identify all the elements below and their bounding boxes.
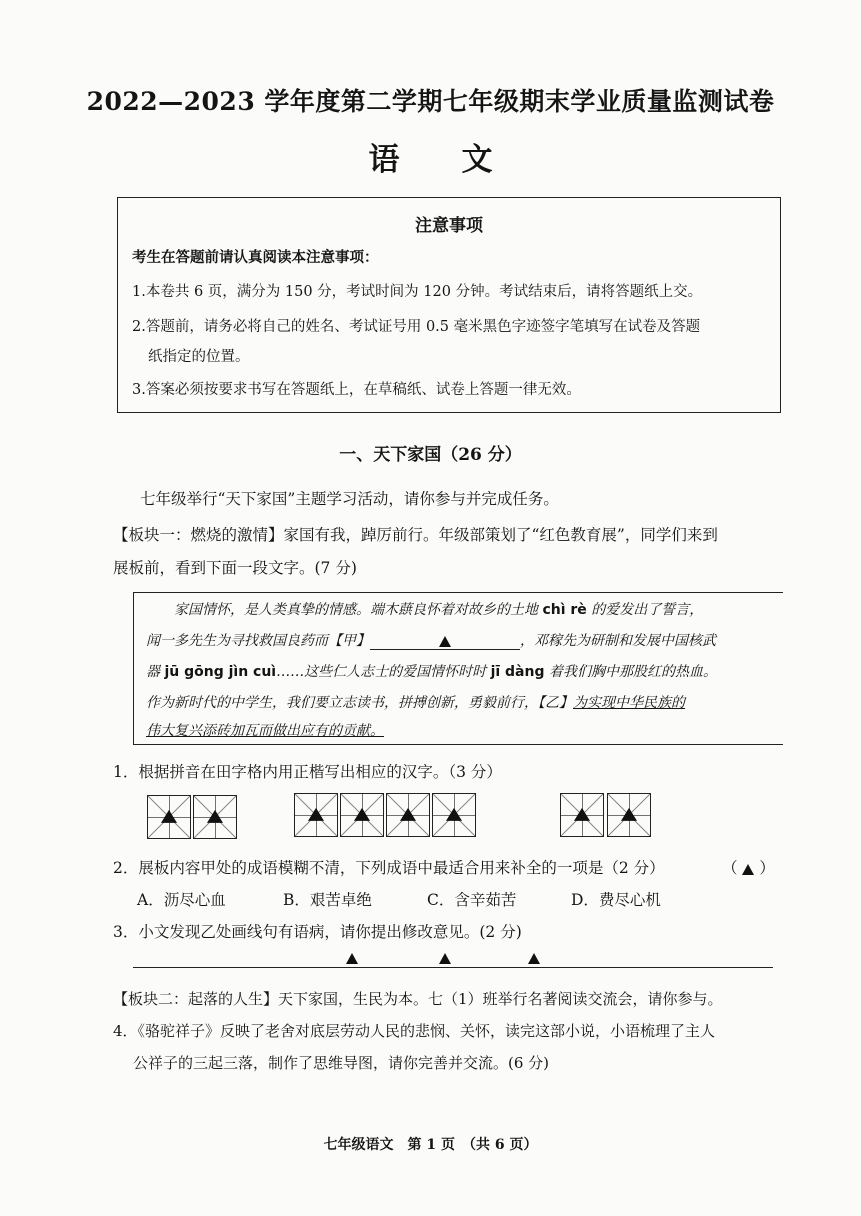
blank-jia	[370, 633, 520, 650]
option-d[interactable]: D．费尽心机	[571, 891, 661, 909]
writing-grid-box[interactable]	[432, 793, 476, 837]
passage-text: ，邓稼先为研制和发展中国核武	[520, 633, 716, 649]
question-4-line2: 公祥子的三起三落，制作了思维导图，请你完善并交流。(6 分)	[133, 1054, 550, 1072]
answer-marker-icon	[354, 808, 370, 821]
passage-line-5	[146, 720, 384, 740]
subject-title: 语 文	[368, 142, 493, 178]
answer-marker-icon	[439, 953, 451, 964]
question-2-stem: 2．展板内容甲处的成语模糊不清，下列成语中最适合用来补全的一项是（2 分）	[113, 859, 665, 877]
notice-item-1: 1.本卷共 6 页，满分为 150 分，考试时间为 120 分钟。考试结束后，请将答题纸上交。	[132, 284, 703, 300]
question-2	[113, 856, 665, 878]
passage-box	[133, 592, 783, 745]
section-heading: 一、天下家国（26 分）	[339, 445, 522, 465]
writing-grid-box[interactable]	[294, 793, 338, 837]
answer-marker-icon	[528, 953, 540, 964]
passage-text: 器	[146, 664, 165, 680]
answer-marker-icon	[400, 808, 416, 821]
notice-item-3: 3.答案必须按要求书写在答题纸上，在草稿纸、试卷上答题一律无效。	[132, 382, 581, 398]
answer-marker-icon	[346, 953, 358, 964]
page-footer: 七年级语文 第 1 页 （共 6 页）	[323, 1137, 538, 1153]
paren-open: （	[722, 859, 738, 877]
notice-heading: 注意事项	[415, 216, 483, 236]
writing-grid-box[interactable]	[340, 793, 384, 837]
writing-grid-box[interactable]	[386, 793, 430, 837]
underlined-sentence: 为实现中华民族的	[573, 695, 685, 711]
writing-grid-box[interactable]	[607, 793, 651, 837]
answer-marker-icon	[574, 808, 590, 821]
block2-line: 【板块二：起落的人生】天下家国，生民为本。七（1）班举行名著阅读交流会，请你参与。	[113, 990, 723, 1008]
passage-line-1	[174, 599, 703, 619]
option-c[interactable]: C．含辛茹苦	[427, 891, 517, 909]
passage-line-4	[146, 692, 685, 712]
paren-close: ）	[759, 859, 775, 877]
answer-marker-icon	[446, 808, 462, 821]
notice-box	[117, 197, 781, 413]
answer-marker-icon	[161, 810, 177, 823]
block1-line2: 展板前，看到下面一段文字。(7 分)	[113, 559, 357, 577]
underlined-sentence: 伟大复兴添砖加瓦而做出应有的贡献。	[146, 723, 384, 739]
notice-item-2-cont: 纸指定的位置。	[148, 349, 250, 365]
passage-text: 家国情怀，是人类真挚的情感。端木蕻良怀着对故乡的土地	[174, 602, 543, 618]
notice-item-2: 2.答题前，请务必将自己的姓名、考试证号用 0.5 毫米黑色字迹签字笔填写在试卷及答题	[132, 319, 701, 335]
writing-grid-box[interactable]	[147, 795, 191, 839]
writing-grid-box[interactable]	[193, 795, 237, 839]
answer-marker-icon	[207, 810, 223, 823]
answer-marker-icon	[439, 636, 451, 647]
answer-marker-icon	[621, 808, 637, 821]
passage-line-2	[146, 630, 716, 650]
q2-answer-paren[interactable]	[722, 856, 775, 878]
writing-grid-box[interactable]	[560, 793, 604, 837]
section-intro: 七年级举行“天下家国”主题学习活动，请你参与并完成任务。	[140, 490, 559, 508]
passage-text: 着我们胸中那股红的热血。	[544, 664, 717, 680]
passage-text: 闻一多先生为寻找救国良药而【甲】	[146, 633, 370, 649]
q3-answer-line[interactable]	[133, 967, 773, 968]
answer-marker-icon	[742, 864, 754, 875]
question-1: 1．根据拼音在田字格内用正楷写出相应的汉字。（3 分）	[113, 763, 502, 781]
answer-marker-icon	[308, 808, 324, 821]
passage-line-3	[146, 661, 717, 681]
exam-title: 2022—2023 学年度第二学期七年级期末学业质量监测试卷	[86, 87, 775, 116]
question-3: 3．小文发现乙处画线句有语病，请你提出修改意见。(2 分)	[113, 923, 522, 941]
option-b[interactable]: B．艰苦卓绝	[283, 891, 372, 909]
passage-text: 作为新时代的中学生，我们要立志读书，拼搏创新，勇毅前行，【乙】	[146, 695, 573, 711]
notice-lead: 考生在答题前请认真阅读本注意事项：	[132, 249, 379, 266]
pinyin-jugongjincui: jū gōng jìn cuì	[164, 664, 277, 680]
pinyin-jidang: jī dàng	[490, 664, 545, 680]
option-a[interactable]: A．沥尽心血	[137, 891, 226, 909]
pinyin-chire: chì rè	[542, 602, 587, 618]
question-4-line1: 4．《骆驼祥子》反映了老舍对底层劳动人民的悲悯、关怀，读完这部小说，小语梳理了主人	[113, 1022, 716, 1040]
passage-text: 的爱发出了誓言，	[586, 602, 704, 618]
block1-line1: 【板块一：燃烧的激情】家国有我，踔厉前行。年级部策划了“红色教育展”，同学们来到	[113, 526, 718, 544]
passage-text: ……这些仁人志士的爱国情怀时时	[276, 664, 491, 680]
